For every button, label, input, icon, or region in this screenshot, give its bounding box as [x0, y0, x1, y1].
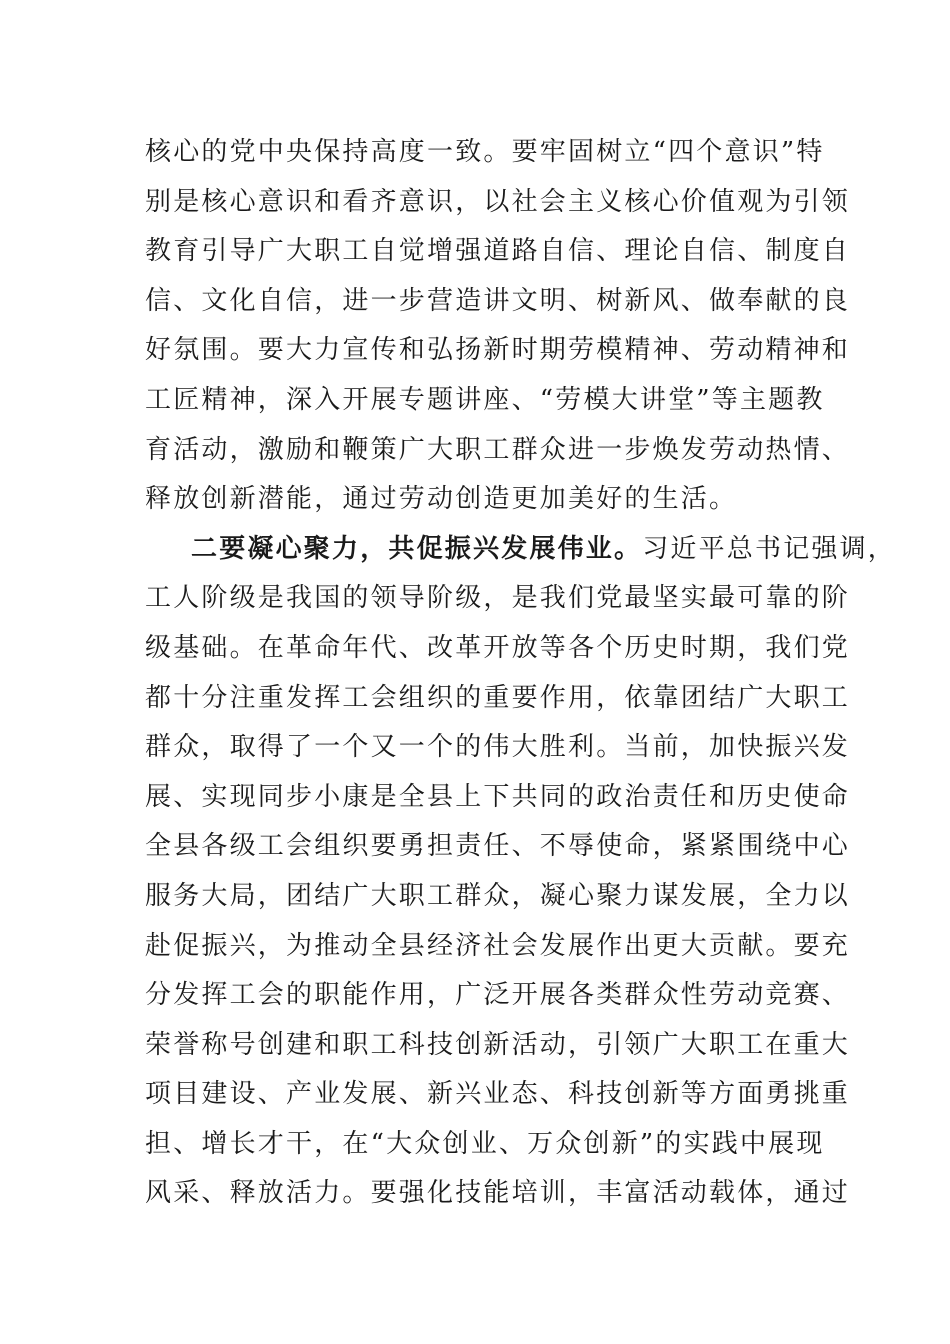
text-line: 赴促振兴，为推动全县经济社会发展作出更大贡献。要充 — [145, 930, 851, 961]
text-line: 风采、释放活力。要强化技能培训，丰富活动载体，通过 — [145, 1178, 851, 1209]
text-line: 展、实现同步小康是全县上下共同的政治责任和历史使命 — [145, 781, 851, 812]
text-line: 核心的党中央保持高度一致。要牢固树立“四个意识”特 — [145, 137, 825, 167]
text-line: 荣誉称号创建和职工科技创新活动，引领广大职工在重大 — [145, 1029, 851, 1060]
section-heading-line — [145, 525, 897, 575]
text-line: 工人阶级是我国的领导阶级，是我们党最坚实最可靠的阶 — [145, 583, 851, 614]
text-line: 释放创新潜能，通过劳动创造更加美好的生活。 — [145, 484, 738, 515]
text-line: 群众，取得了一个又一个的伟大胜利。当前，加快振兴发 — [145, 732, 851, 763]
body-text — [145, 128, 897, 1219]
text-line: 好氛围。要大力宣传和弘扬新时期劳模精神、劳动精神和 — [145, 335, 851, 366]
text-line: 级基础。在革命年代、改革开放等各个历史时期，我们党 — [145, 632, 851, 663]
text-line: 担、增长才干，在“大众创业、万众创新”的实践中展现 — [145, 1128, 825, 1159]
section-heading: 二要凝心聚力，共促振兴发展伟业。 — [191, 533, 643, 564]
text-line: 全县各级工会组织要勇担责任、不辱使命，紧紧围绕中心 — [145, 831, 851, 862]
text-line: 工匠精神，深入开展专题讲座、“劳模大讲堂”等主题教 — [145, 384, 825, 415]
text-line: 育活动，激励和鞭策广大职工群众进一步焕发劳动热情、 — [145, 434, 851, 465]
text-line: 教育引导广大职工自觉增强道路自信、理论自信、制度自 — [145, 236, 851, 267]
text-line: 项目建设、产业发展、新兴业态、科技创新等方面勇挑重 — [145, 1079, 851, 1110]
text-line: 信、文化自信，进一步营造讲文明、树新风、做奉献的良 — [145, 285, 851, 316]
text-line: 别是核心意识和看齐意识，以社会主义核心价值观为引领 — [145, 186, 851, 217]
text-line: 都十分注重发挥工会组织的重要作用，依靠团结广大职工 — [145, 682, 851, 713]
section-heading-rest: 习近平总书记强调， — [642, 533, 897, 564]
text-line: 服务大局，团结广大职工群众，凝心聚力谋发展，全力以 — [145, 880, 851, 911]
text-line: 分发挥工会的职能作用，广泛开展各类群众性劳动竞赛、 — [145, 980, 851, 1011]
